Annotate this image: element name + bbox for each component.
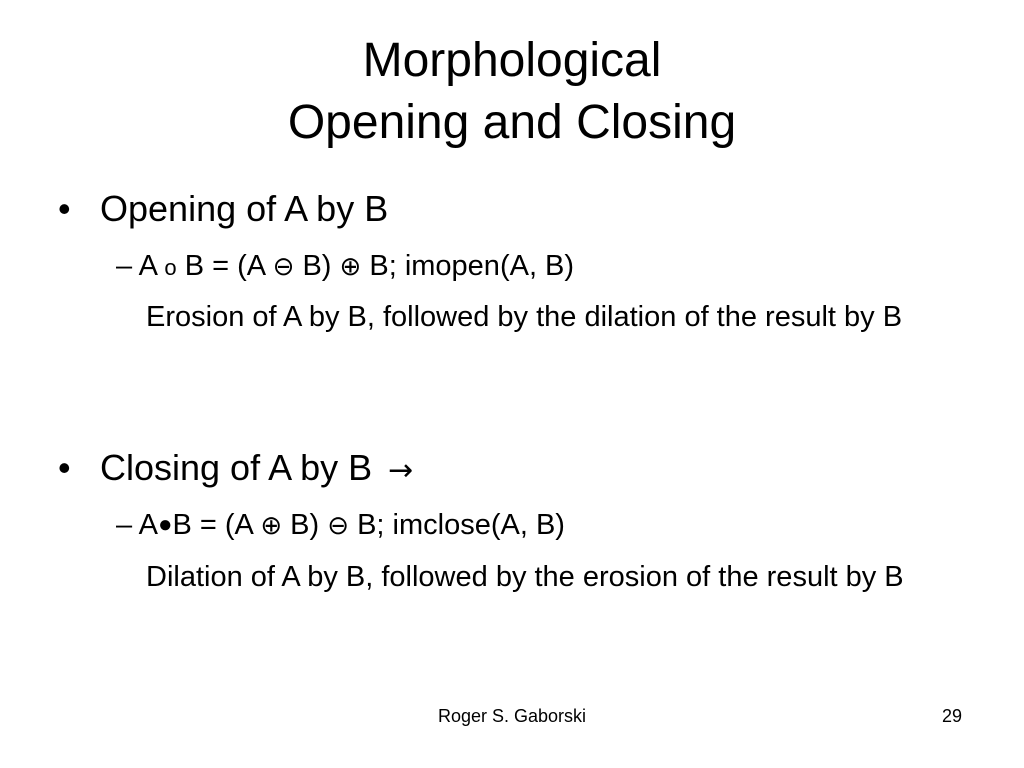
formula-a: A	[138, 509, 158, 541]
formula-opening	[116, 249, 574, 285]
slide-title	[0, 30, 1024, 154]
erosion-symbol-icon: ⊖	[272, 252, 295, 282]
title-line-1: Morphological	[362, 34, 662, 87]
formula-part-2: B)	[294, 250, 340, 282]
bullet-heading-closing: Closing of A by B	[100, 447, 373, 488]
bullet-closing	[58, 447, 413, 492]
erosion-symbol-icon: ⊖	[327, 511, 350, 541]
formula-part-3: B; imclose(A, B)	[349, 509, 565, 541]
bullet-dot: •	[58, 447, 71, 488]
sub-dash: –	[116, 509, 133, 541]
description-opening: Erosion of A by B, followed by the dilation of the result by B	[146, 301, 903, 333]
opening-operator-icon: o	[164, 255, 177, 280]
bullet-dot: •	[58, 188, 71, 229]
formula-a: A	[138, 250, 157, 282]
formula-part-3: B; imopen(A, B)	[361, 250, 575, 282]
arrow-right-icon: →	[388, 453, 414, 488]
description-closing: Dilation of A by B, followed by the erosion of the result by B	[146, 561, 904, 593]
bullet-heading-opening: Opening of A by B	[100, 188, 389, 229]
formula-part-2: B)	[282, 509, 328, 541]
dilation-symbol-icon: ⊕	[339, 252, 362, 282]
page-number: 29	[941, 706, 962, 726]
bullet-opening	[58, 188, 388, 230]
dilation-symbol-icon: ⊕	[260, 511, 283, 541]
sub-dash: –	[116, 250, 133, 282]
closing-operator-icon: ●	[157, 511, 173, 538]
formula-closing	[116, 508, 565, 544]
title-line-2: Opening and Closing	[287, 96, 737, 149]
footer-author: Roger S. Gaborski	[437, 706, 587, 726]
formula-part-1: B = (A	[176, 250, 273, 282]
formula-part-1: B = (A	[172, 509, 261, 541]
